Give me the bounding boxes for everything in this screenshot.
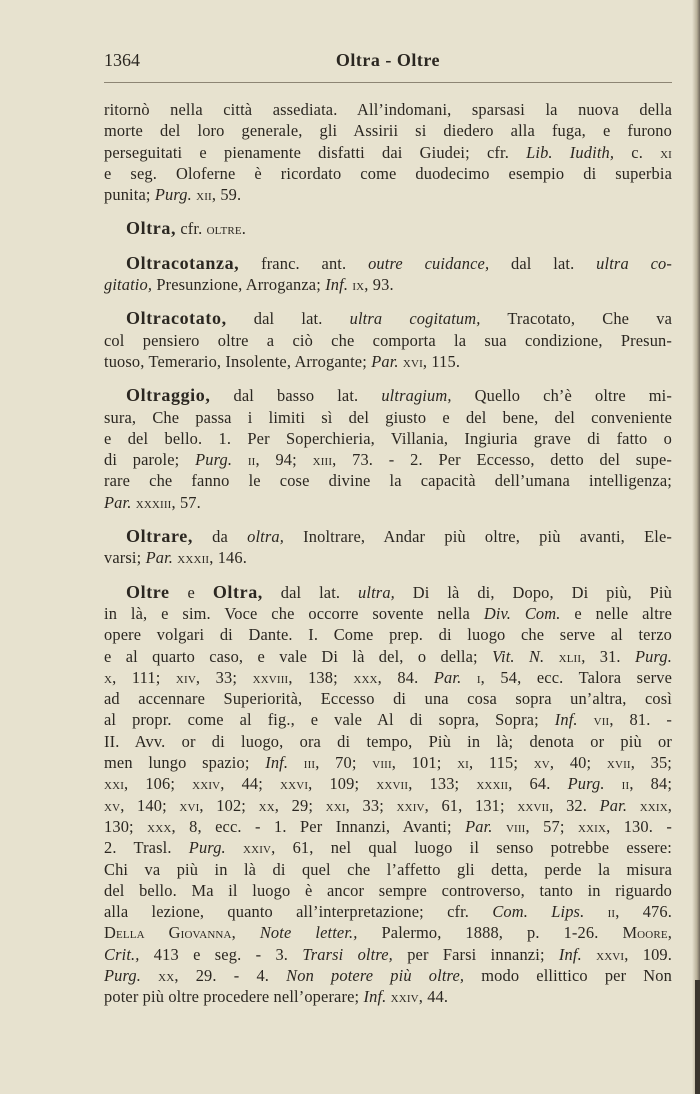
small-caps-run: xx: [158, 965, 175, 985]
text-line: [104, 449, 672, 470]
italic-run: Non potere più oltre,: [286, 965, 465, 985]
text-run: del bello. Ma il luogo è ancor sempre controverso, tanto in riguardo: [104, 880, 672, 900]
italic-run: Inf.: [363, 987, 387, 1007]
italic-run: Purg.: [195, 450, 233, 470]
text-run: ,: [667, 795, 673, 815]
small-caps-run: xxvi: [596, 944, 625, 964]
text-run: col pensiero oltre a ciò che comporta la sua condizione, Presun-: [104, 330, 672, 350]
small-caps-run: xx: [258, 795, 275, 815]
italic-run: Trarsi oltre,: [302, 944, 393, 964]
text-run: , 130. -: [606, 816, 673, 836]
headword: Oltra,: [212, 581, 263, 602]
text-run: c.: [614, 142, 661, 162]
small-caps-run: i: [476, 667, 481, 687]
text-line: [104, 624, 672, 645]
text-run: , 64.: [508, 774, 568, 794]
small-caps-run: xxiv: [243, 838, 272, 858]
text-run: , 59.: [211, 185, 242, 205]
text-run: , 57;: [525, 816, 578, 836]
text-run: , 81. -: [609, 710, 672, 730]
text-run: , 29. - 4.: [174, 965, 287, 985]
headword: Oltracotanza,: [126, 252, 240, 273]
text-run: [226, 838, 243, 857]
text-run: sura, Che passa i limiti sì del giusto e del bene, del conveniente: [104, 407, 672, 427]
text-run: , 61, nel qual luogo il senso potrebbe essere:: [271, 838, 672, 858]
italic-run: Inf.: [558, 944, 582, 964]
text-line: [104, 944, 672, 965]
text-run: , 29;: [274, 795, 326, 815]
text-run: , 73. - 2. Per Eccesso, detto del supe-: [332, 450, 673, 470]
small-caps-run: xxvii: [376, 774, 409, 794]
text-run: e seg. Oloferne è ricordato come duodecimo esempio di superbia: [104, 163, 672, 183]
running-title: Oltra - Oltre: [335, 50, 441, 70]
text-line: [104, 816, 672, 837]
small-caps-run: ii: [247, 450, 256, 470]
text-run: , 109;: [308, 774, 377, 794]
small-caps-run: vii: [593, 710, 610, 730]
text-line: [104, 547, 672, 568]
text-run: dal lat.: [262, 582, 359, 602]
page-edge-shadow: [692, 0, 700, 1094]
small-caps-run: xxix: [577, 816, 607, 836]
text-line: [104, 859, 672, 880]
text-run: , 93.: [364, 275, 394, 295]
dictionary-entry: [104, 253, 672, 296]
italic-run: ultra,: [358, 582, 395, 602]
dictionary-entry: [104, 582, 672, 1008]
small-caps-run: xxiv: [192, 774, 221, 794]
dictionary-entry: [104, 308, 672, 372]
text-run: , 32.: [549, 795, 600, 815]
italic-run: ultra cogitatum,: [349, 309, 481, 329]
small-caps-run: iii: [303, 753, 316, 773]
text-run: rare che fanno le cose divine la capacità dell’umana intelligenza;: [104, 471, 672, 491]
text-run: II. Avv. or di luogo, ora di tempo, Più in là; denota or più or: [104, 731, 672, 751]
italic-run: Lib. Iudith,: [526, 142, 615, 162]
headword: Oltrare,: [126, 526, 193, 547]
text-run: , 94;: [255, 450, 313, 470]
dictionary-entry: [104, 99, 672, 205]
small-caps-run: viii: [505, 816, 526, 836]
small-caps-run: ix: [352, 275, 365, 295]
small-caps-run: xi: [660, 142, 672, 162]
dictionary-entry: [104, 218, 672, 239]
small-caps-run: xvii: [606, 753, 631, 773]
text-run: [578, 710, 594, 729]
text-run: Tracotato, Che va: [480, 309, 672, 329]
text-line: [104, 351, 672, 372]
text-line: [104, 709, 672, 730]
text-line: [104, 646, 672, 667]
small-caps-run: ii: [607, 902, 616, 922]
text-run: Palermo, 1888, p. 1-26.: [357, 923, 623, 943]
text-run: [141, 966, 158, 985]
text-run: , 35;: [630, 753, 673, 773]
page-header: [104, 50, 672, 76]
text-line: [104, 752, 672, 773]
text-run: , 31.: [581, 646, 635, 666]
small-caps-run: viii: [372, 753, 392, 773]
text-line: [104, 526, 672, 547]
text-run: , 476.: [615, 902, 672, 922]
text-run: , 102;: [199, 795, 259, 815]
headword: Oltra,: [126, 218, 177, 239]
text-run: morte del loro generale, gli Assirii si diedero alla fuga, e furono: [104, 121, 672, 141]
text-run: , 8, ecc. - 1. Per Innanzi, Avanti;: [171, 816, 466, 836]
dictionary-text: [104, 99, 672, 1021]
text-run: Di là di, Dopo, Di più, Più: [394, 582, 672, 602]
text-run: [582, 945, 596, 964]
italic-run: Par.: [145, 548, 174, 568]
text-run: men lungo spazio;: [104, 753, 266, 773]
italic-run: Par.: [371, 351, 399, 371]
text-line: [104, 880, 672, 901]
text-run: , 101;: [391, 753, 458, 773]
italic-run: oltra,: [247, 527, 284, 547]
text-run: cfr.: [176, 219, 207, 239]
italic-run: Purg.: [154, 185, 192, 205]
text-run: e del bello. 1. Per Soperchieria, Villania, Ingiuria grave di fatto o: [104, 428, 672, 448]
page-edge-dark: [695, 980, 700, 1094]
italic-run: Crit.,: [104, 944, 140, 964]
text-run: dal lat.: [226, 309, 350, 329]
text-line: [104, 837, 672, 858]
italic-run: Par.: [465, 816, 493, 836]
text-run: Chi va più in là di quel che l’affetto gli detta, perde la misura: [104, 859, 672, 879]
headword: Oltre: [126, 581, 170, 602]
text-line: [104, 428, 672, 449]
text-run: [605, 774, 622, 793]
italic-run: Inf.: [554, 710, 578, 730]
small-caps-run: xlii: [558, 646, 582, 666]
italic-run: Purg.: [567, 774, 605, 794]
italic-run: Purg.: [104, 965, 142, 985]
small-caps-run: xxi: [325, 795, 346, 815]
text-run: .: [241, 219, 247, 239]
text-line: [104, 385, 672, 406]
page-number: 1364: [104, 50, 140, 70]
dictionary-entry: [104, 385, 672, 513]
text-run: , 57.: [171, 492, 201, 512]
text-run: [493, 817, 506, 836]
text-line: [104, 120, 672, 141]
text-run: alla lezione, quanto all’interpretazione; cfr.: [104, 902, 493, 922]
text-line: [104, 253, 672, 274]
text-run: e nelle altre: [560, 603, 672, 623]
small-caps-run: xii: [196, 185, 212, 205]
header-rule: [104, 82, 672, 83]
text-run: ad accennare Superiorità, Eccesso di una cosa sopra un’altra, così: [104, 689, 672, 709]
text-run: [544, 647, 558, 666]
text-run: , 61, 131;: [424, 795, 518, 815]
text-run: [288, 753, 304, 772]
italic-run: Par.: [599, 795, 628, 815]
small-caps-run: xxix: [639, 795, 668, 815]
text-run: 2. Trasl.: [104, 838, 189, 858]
text-run: per Farsi innanzi;: [392, 944, 559, 964]
small-caps-run: xxxiii: [135, 492, 172, 512]
text-run: punita;: [104, 185, 155, 205]
text-run: perseguitati e pienamente disfatti dai Giudei; cfr.: [104, 142, 527, 162]
small-caps-run: xxx: [353, 667, 378, 687]
text-run: franc. ant.: [239, 253, 369, 273]
text-run: , 70;: [315, 753, 373, 773]
text-run: e: [169, 582, 213, 602]
small-caps-run: xxviii: [252, 667, 289, 687]
small-caps-run: xvi: [179, 795, 200, 815]
text-run: , 33;: [345, 795, 397, 815]
text-run: varsi;: [104, 548, 146, 568]
text-run: , 40;: [549, 753, 607, 773]
italic-run: Purg.: [634, 646, 672, 666]
text-run: , 111;: [112, 667, 176, 687]
small-caps-run: xxx: [147, 816, 172, 836]
text-line: [104, 667, 672, 688]
text-run: , 133;: [408, 774, 477, 794]
text-run: , 115.: [422, 351, 461, 371]
text-run: , 33;: [195, 667, 253, 687]
small-caps-run: xxvii: [517, 795, 550, 815]
text-line: [104, 795, 672, 816]
text-run: Inoltrare, Andar più oltre, più avanti, Ele-: [283, 527, 672, 547]
text-run: ,: [667, 923, 672, 943]
text-run: ritornò nella città assediata. All’indomani, sparsasi la nuova della: [104, 100, 672, 119]
italic-run: Note letter.,: [259, 923, 358, 943]
italic-run: Vit. N.: [492, 646, 545, 666]
text-line: [104, 330, 672, 351]
small-caps-run: xiii: [312, 450, 333, 470]
small-caps-run: xxvi: [280, 774, 309, 794]
small-caps-run: xi: [457, 753, 469, 773]
italic-run: Div. Com.: [483, 603, 561, 623]
small-caps-run: xv: [533, 753, 550, 773]
text-run: [232, 450, 248, 469]
text-run: dal basso lat.: [210, 386, 382, 406]
text-run: Quello ch’è oltre mi-: [451, 386, 672, 406]
small-caps-run: ii: [621, 774, 630, 794]
small-caps-run: xiv: [175, 667, 196, 687]
small-caps-run: xvi: [402, 351, 423, 371]
text-run: [584, 902, 607, 921]
text-run: ,: [231, 923, 260, 943]
text-line: [104, 922, 672, 943]
text-run: , 44;: [220, 774, 281, 794]
italic-run: Par.: [104, 492, 132, 512]
text-line: [104, 184, 672, 205]
small-caps-run: xxiv: [396, 795, 425, 815]
small-caps-run: Moore: [622, 923, 668, 943]
text-run: al propr. come al fig., e vale Al di sopra, Sopra;: [104, 710, 555, 730]
text-line: [104, 492, 672, 513]
italic-run: gitatio,: [104, 275, 153, 295]
text-line: [104, 470, 672, 491]
headword: Oltracotato,: [126, 308, 227, 329]
text-run: e al quarto caso, e vale Di là del, o della;: [104, 646, 493, 666]
text-line: [104, 99, 672, 120]
italic-run: ultragium,: [381, 386, 452, 406]
italic-run: outre cuidance,: [368, 253, 490, 273]
text-run: poter più oltre procedere nell’operare;: [104, 987, 364, 1007]
text-line: [104, 731, 672, 752]
text-run: , 84;: [629, 774, 673, 794]
small-caps-run: xxxii: [476, 774, 509, 794]
text-run: , 109.: [624, 944, 673, 964]
text-line: [104, 773, 672, 794]
text-line: [104, 308, 672, 329]
text-line: [104, 986, 672, 1007]
text-run: [461, 668, 477, 687]
text-run: [627, 796, 640, 815]
text-line: [104, 163, 672, 184]
italic-run: Com. Lips.: [492, 902, 585, 922]
text-run: di parole;: [104, 450, 196, 470]
text-run: , 138;: [288, 667, 354, 687]
text-run: da: [192, 527, 248, 547]
text-line: [104, 965, 672, 986]
text-line: [104, 274, 672, 295]
small-caps-run: xxiv: [390, 987, 419, 1007]
small-caps-run: xxxii: [177, 548, 210, 568]
text-run: in là, e sim. Voce che occorre sovente nella: [104, 603, 484, 623]
text-run: , 106;: [124, 774, 193, 794]
text-run: , 54, ecc. Talora serve: [480, 667, 672, 687]
headword: Oltraggio,: [126, 385, 211, 406]
small-caps-run: xv: [104, 795, 121, 815]
small-caps-run: xxi: [104, 774, 125, 794]
text-run: , 115;: [469, 753, 534, 773]
text-line: [104, 142, 672, 163]
text-run: modo ellittico per Non: [464, 965, 672, 985]
text-run: dal lat.: [489, 253, 597, 273]
small-caps-run: oltre: [206, 219, 242, 239]
small-caps-run: Della Giovanna: [104, 923, 232, 943]
italic-run: ultra co-: [596, 253, 672, 273]
text-run: , 84.: [377, 667, 434, 687]
dictionary-entry: [104, 526, 672, 569]
small-caps-run: x: [104, 667, 113, 687]
text-run: tuoso, Temerario, Insolente, Arrogante;: [104, 351, 372, 371]
text-run: Presunzione, Arroganza;: [152, 275, 326, 295]
text-run: , 140;: [120, 795, 180, 815]
italic-run: Par.: [433, 667, 462, 687]
text-line: [104, 688, 672, 709]
text-line: [104, 901, 672, 922]
text-line: [104, 218, 672, 239]
text-line: [104, 603, 672, 624]
text-run: 130;: [104, 816, 148, 836]
text-line: [104, 407, 672, 428]
italic-run: Purg.: [188, 838, 226, 858]
text-run: , 146.: [209, 548, 247, 568]
text-run: 413 e seg. - 3.: [139, 944, 303, 964]
text-line: [104, 582, 672, 603]
italic-run: Inf.: [265, 753, 289, 773]
text-run: opere volgari di Dante. I. Come prep. di luogo che serve al terzo: [104, 625, 672, 645]
italic-run: Inf.: [325, 275, 349, 295]
text-run: , 44.: [418, 987, 449, 1007]
